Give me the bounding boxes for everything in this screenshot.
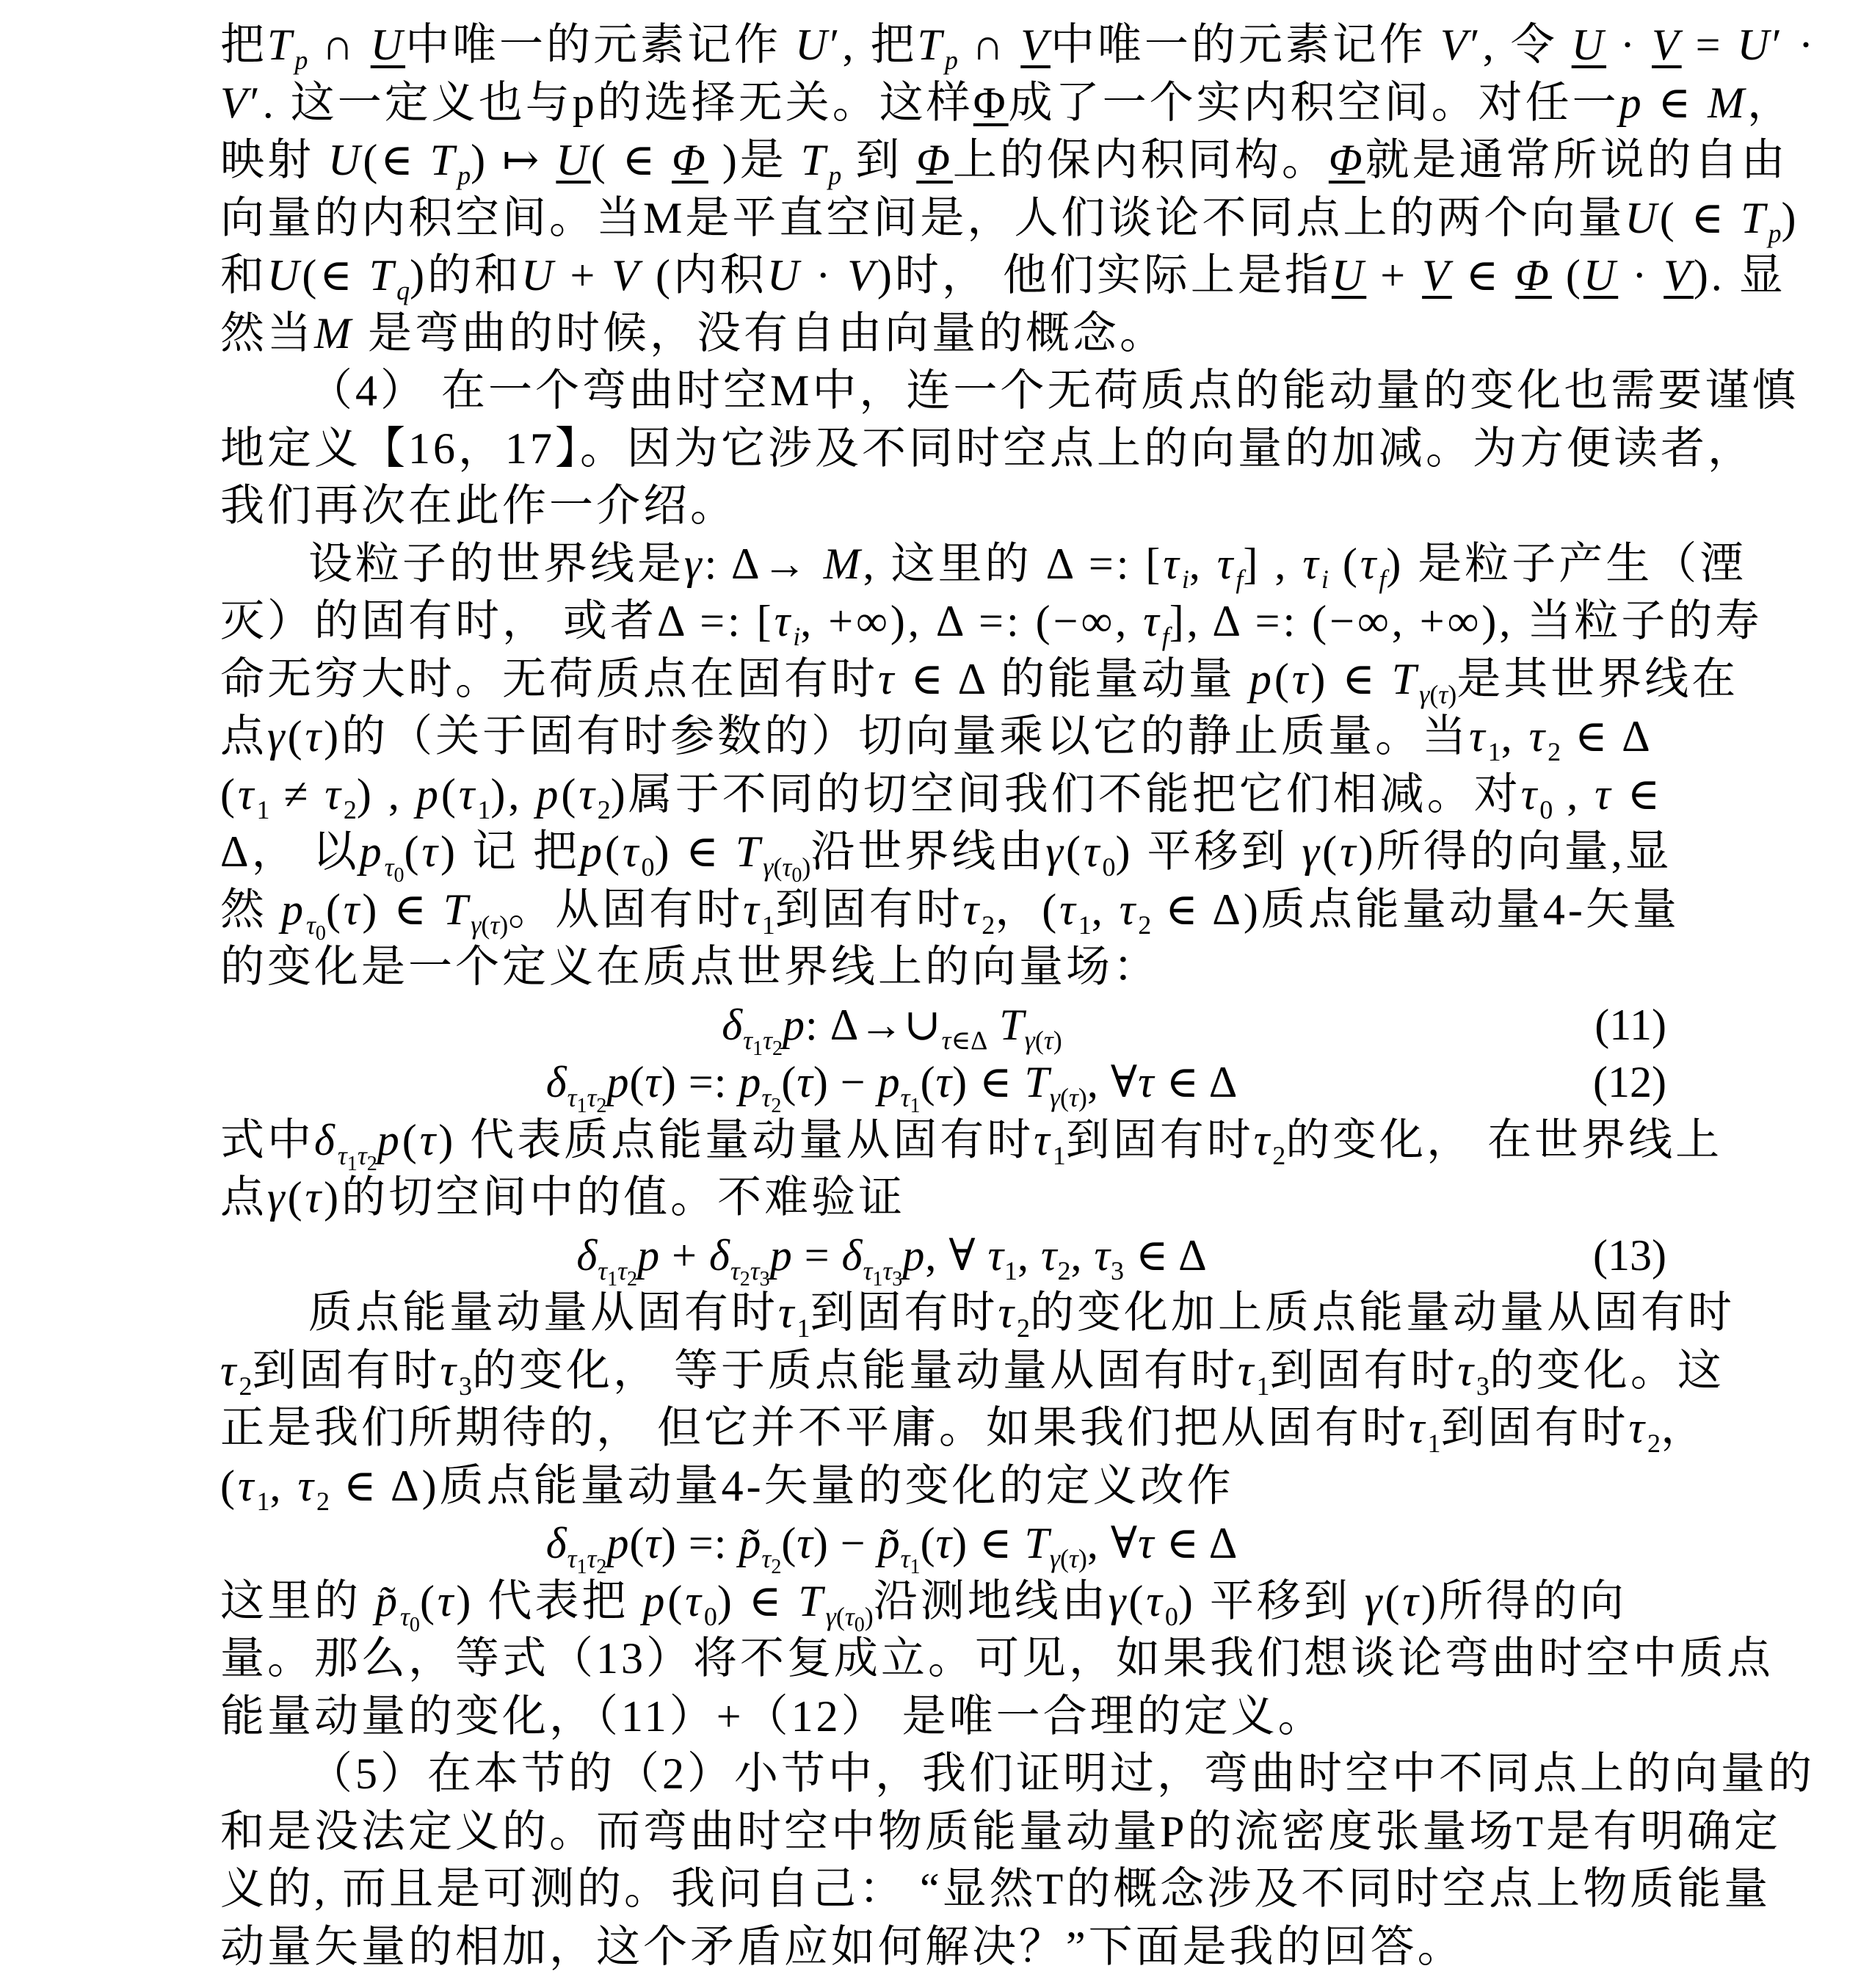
text-line: （4） 在一个弯曲时空M中，连一个无荷质点的能动量的变化也需要谨慎	[308, 366, 1799, 415]
text-line: 把$T_p$ ∩ U中唯一的元素记作 U′, 把$T_p$ ∩ V中唯一的元素记作 V′, 令 U · V = U′ ·	[220, 21, 1816, 75]
equation-line	[220, 996, 1755, 1060]
text-line: 然 $p_{\tau_0}(\tau)$ ∈ $T_{\gamma(\tau)}$。从固有时$\tau_1$到固有时$\tau_2$，($\tau_1$, $\tau_2$ ∈ Δ)质点能量动量4-矢量	[220, 885, 1680, 945]
text-line: 动量矢量的相加，这个矛盾应如何解决？”下面是我的回答。	[220, 1922, 1465, 1971]
text-line: 正是我们所期待的， 但它并不平庸。如果我们把从固有时$\tau_1$到固有时$\tau_2$，	[220, 1404, 1708, 1458]
equation-number: (11)	[1595, 1000, 1666, 1049]
equation-body: $\delta_{\tau_1\tau_2}p + \delta_{\tau_2\tau_3}p = \delta_{\tau_1\tau_3}p$, ∀ $\tau_1$, $\tau_2$, $\tau_3$ ∈ Δ	[576, 1230, 1208, 1291]
text-line: 设粒子的世界线是γ: Δ→ M, 这里的 Δ =: [$\tau_i$, $\tau_f$] , $\tau_i$ $(\tau_f)$ 是粒子产生（湮	[308, 539, 1747, 594]
text-line: $\tau_2$到固有时$\tau_3$的变化， 等于质点能量动量从固有时$\tau_1$到固有时$\tau_3$的变化。这	[220, 1346, 1724, 1401]
text-line: ($\tau_1$, $\tau_2$ ∈ Δ)质点能量动量4-矢量的变化的定义改作	[220, 1461, 1234, 1516]
text-line: V′. 这一定义也与p的选择无关。这样Φ成了一个实内积空间。对任一p ∈ M，	[220, 78, 1795, 127]
document-body	[220, 16, 1816, 1976]
equation-number: (12)	[1593, 1058, 1666, 1106]
text-line: 式中$\delta_{\tau_1\tau_2}p(\tau)$ 代表质点能量动量从固有时$\tau_1$到固有时$\tau_2$的变化， 在世界线上	[220, 1115, 1723, 1175]
text-line: 映射 U(∈ $T_p$) ↦ U( ∈ Φ )是 $T_p$ 到 Φ上的保内积同构。Φ就是通常所说的自由	[220, 136, 1788, 190]
text-line: （5）在本节的（2）小节中，我们证明过，弯曲时空中不同点上的向量的	[308, 1749, 1815, 1798]
text-line: 和是没法定义的。而弯曲时空中物质能量动量P的流密度张量场T是有明确定	[220, 1807, 1782, 1856]
equation-line	[220, 1514, 1755, 1579]
equation-body: $\delta_{\tau_1\tau_2}p(\tau)$ =: $p_{\tau_2}(\tau) - p_{\tau_1}(\tau)$ ∈ $T_{\gamma(\tau)}$, ∀τ ∈ Δ	[545, 1058, 1238, 1118]
text-line: 的变化是一个定义在质点世界线上的向量场：	[220, 943, 1160, 991]
text-line: 向量的内积空间。当M是平直空间是，人们谈论不同点上的两个向量U( ∈ $T_p$)	[220, 193, 1799, 248]
text-line: $(\tau_1 \ne \tau_2)$ , $p(\tau_1)$, $p(\tau_2)$属于不同的切空间我们不能把它们相减。对$\tau_0$ , τ ∈	[220, 769, 1664, 824]
equation-line	[220, 1053, 1755, 1118]
text-line: 质点能量动量从固有时$\tau_1$到固有时$\tau_2$的变化加上质点能量动量从固有时	[308, 1288, 1735, 1343]
text-line: 和U(∈ $T_q$)的和U + V (内积U · V)时， 他们实际上是指U + V ∈ Φ (U · V). 显	[220, 251, 1786, 305]
text-line: 量。那么，等式（13）将不复成立。可见，如果我们想谈论弯曲时空中质点	[220, 1634, 1774, 1683]
text-line: 命无穷大时。无荷质点在固有时τ ∈ Δ 的能量动量 p(τ) ∈ $T_{\gamma(\tau)}$是其世界线在	[220, 654, 1739, 709]
text-line: 这里的 $p̃_{\tau_0}(\tau)$ 代表把 $p(\tau_0)$ ∈ $T_{\gamma(\tau_0)}$沿测地线由$\gamma(\tau_0)$ 平移到 γ(τ)所得的向	[220, 1576, 1627, 1636]
equation-body: $\delta_{\tau_1\tau_2}p$: $\Delta\to\cup_{\tau\in\Delta}$ $T_{\gamma(\tau)}$	[722, 1000, 1062, 1060]
text-line: 然当M 是弯曲的时候，没有自由向量的概念。	[220, 308, 1167, 358]
text-line: 能量动量的变化，（11）+（12） 是唯一合理的定义。	[220, 1691, 1325, 1741]
text-line: 点γ(τ)的切空间中的值。不难验证	[220, 1173, 906, 1222]
text-line: 我们再次在此作一介绍。	[220, 482, 737, 530]
equation-line	[220, 1227, 1755, 1291]
text-line: 灭）的固有时， 或者Δ =: [$\tau_i$, +∞), Δ =: (−∞, $\tau_f$], Δ =: (−∞, +∞), 当粒子的寿	[220, 597, 1763, 651]
equation-number: (13)	[1593, 1230, 1666, 1280]
text-line: Δ， 以$p_{\tau_0}(\tau)$ 记 把$p(\tau_0)$ ∈ $T_{\gamma(\tau_0)}$沿世界线由$\gamma(\tau_0)$ 平移到 γ(τ)所得的向量,显	[220, 827, 1672, 888]
text-line: 义的, 而且是可测的。我问自己： “显然T的概念涉及不同时空点上物质能量	[220, 1865, 1771, 1913]
text-line: 地定义【16，17】。因为它涉及不同时空点上的向量的加减。为方便读者，	[220, 424, 1755, 473]
equation-body: $\delta_{\tau_1\tau_2}p(\tau)$ =: $p̃_{\tau_2}(\tau)$ − $p̃_{\tau_1}(\tau)$ ∈ $T_{\gamma(\tau)}$, ∀τ ∈ Δ	[545, 1519, 1238, 1579]
text-line: 点γ(τ)的（关于固有时参数的）切向量乘以它的静止质量。当$\tau_1$, $\tau_2$ ∈ Δ	[220, 712, 1653, 766]
